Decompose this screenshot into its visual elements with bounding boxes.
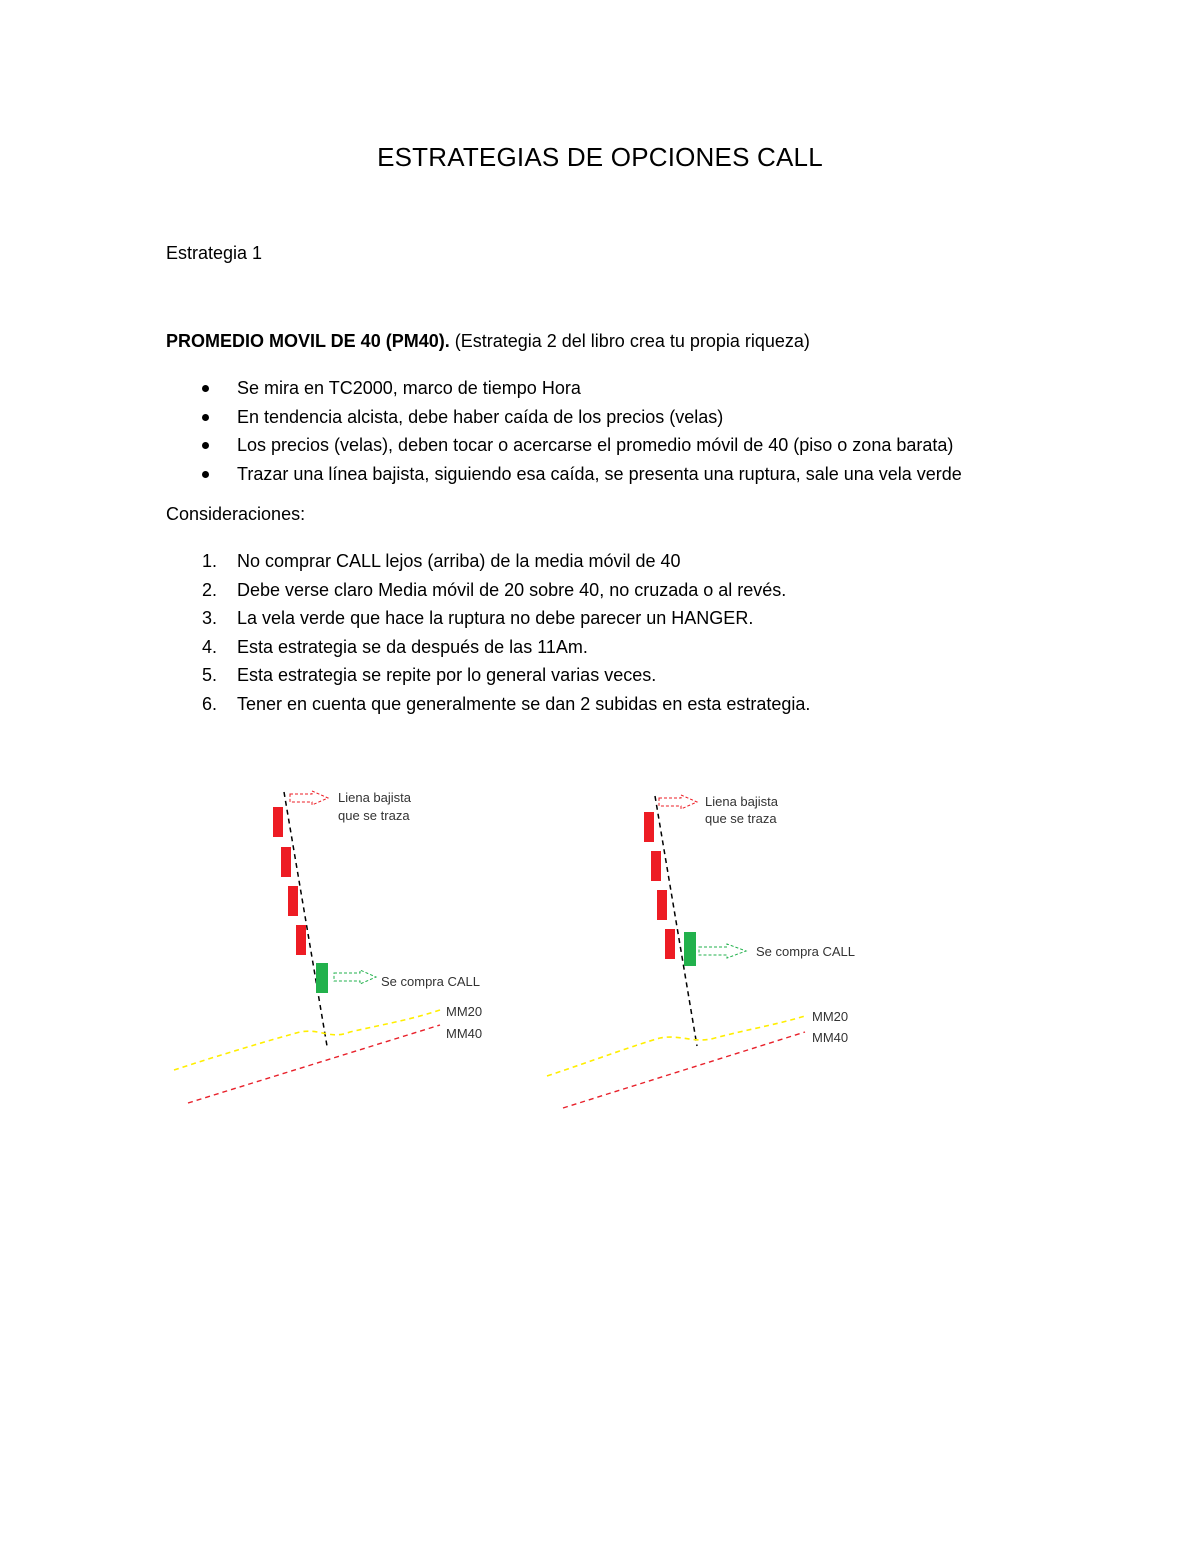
bullet-text: Los precios (velas), deben tocar o acercarse el promedio móvil de 40 (piso o zona barata)	[237, 435, 954, 455]
rule-text: Esta estrategia se repite por lo general varias veces.	[237, 665, 657, 685]
rule-item	[166, 576, 1126, 605]
mm40-label: MM40	[812, 1030, 849, 1045]
trend-line-label-1: Liena bajista	[705, 794, 778, 809]
rule-number: 2.	[202, 579, 218, 600]
bullet-list	[166, 374, 1126, 488]
trend-line-label-2: que se traza	[705, 811, 777, 826]
rule-number: 1.	[202, 551, 218, 571]
bullet-icon	[202, 471, 209, 478]
red-candle	[651, 851, 661, 881]
bullet-icon	[202, 414, 209, 421]
mm40-line	[188, 1025, 440, 1103]
bearish-trend-line	[284, 792, 327, 1046]
green-arrow-icon	[699, 944, 746, 958]
considerations-label: Consideraciones:	[166, 504, 306, 524]
rule-item	[166, 633, 1126, 662]
green-candle	[684, 932, 696, 966]
rule-number: 6.	[202, 693, 218, 714]
section-heading-bold: PROMEDIO MOVIL DE 40 (PM40).	[166, 331, 450, 351]
red-arrow-icon	[659, 795, 697, 809]
mm20-line	[547, 1016, 805, 1076]
rule-number: 5.	[202, 665, 218, 685]
trend-line-label-2: que se traza	[338, 808, 410, 823]
bullet-item	[166, 431, 1126, 460]
rule-item	[166, 690, 1126, 719]
bullet-text: Trazar una línea bajista, siguiendo esa caída, se presenta una ruptura, sale una vela verde	[237, 463, 962, 484]
mm20-label: MM20	[812, 1009, 849, 1024]
red-candle	[665, 929, 675, 959]
strategy-diagram-1	[160, 770, 500, 1125]
rule-text: Debe verse claro Media móvil de 20 sobre 40, no cruzada o al revés.	[237, 579, 787, 600]
red-candle	[644, 812, 654, 842]
red-candle	[281, 847, 291, 877]
strategy-label: Estrategia 1	[166, 243, 263, 263]
red-candle	[288, 886, 298, 916]
strategy-diagram-2	[535, 770, 875, 1125]
buy-call-label: Se compra CALL	[381, 974, 480, 989]
page-title: ESTRATEGIAS DE OPCIONES CALL	[377, 142, 823, 172]
mm40-label: MM40	[446, 1026, 483, 1041]
bearish-trend-line	[655, 796, 697, 1046]
bullet-item	[166, 403, 1126, 432]
green-arrow-icon	[334, 970, 376, 984]
red-candle	[273, 807, 283, 837]
bullet-icon	[202, 442, 209, 449]
red-candle	[296, 925, 306, 955]
rule-text: Tener en cuenta que generalmente se dan 2 subidas en esta estrategia.	[237, 693, 811, 714]
diagram-2-svg	[535, 770, 875, 1120]
rule-item	[166, 547, 1126, 576]
bullet-item	[166, 374, 1126, 403]
trend-line-label-1: Liena bajista	[338, 790, 411, 805]
section-heading	[166, 331, 810, 352]
red-arrow-icon	[290, 791, 328, 805]
bullet-icon	[202, 385, 209, 392]
rule-text: Esta estrategia se da después de las 11Am.	[237, 636, 588, 657]
rule-number: 4.	[202, 636, 218, 657]
rule-item	[166, 661, 1126, 690]
buy-call-label: Se compra CALL	[756, 944, 855, 959]
rule-item	[166, 604, 1126, 633]
rule-text: No comprar CALL lejos (arriba) de la media móvil de 40	[237, 551, 681, 571]
mm40-line	[563, 1032, 805, 1108]
diagram-1-svg	[160, 770, 500, 1120]
mm20-label: MM20	[446, 1004, 483, 1019]
rules-list	[166, 547, 1126, 718]
mm20-line	[174, 1010, 440, 1070]
bullet-text: Se mira en TC2000, marco de tiempo Hora	[237, 378, 581, 398]
bullet-text: En tendencia alcista, debe haber caída de los precios (velas)	[237, 406, 724, 427]
bullet-item	[166, 460, 1126, 489]
green-candle	[316, 963, 328, 993]
section-heading-rest: (Estrategia 2 del libro crea tu propia riqueza)	[449, 331, 810, 351]
rule-text: La vela verde que hace la ruptura no debe parecer un HANGER.	[237, 608, 754, 628]
rule-number: 3.	[202, 608, 218, 628]
red-candle	[657, 890, 667, 920]
